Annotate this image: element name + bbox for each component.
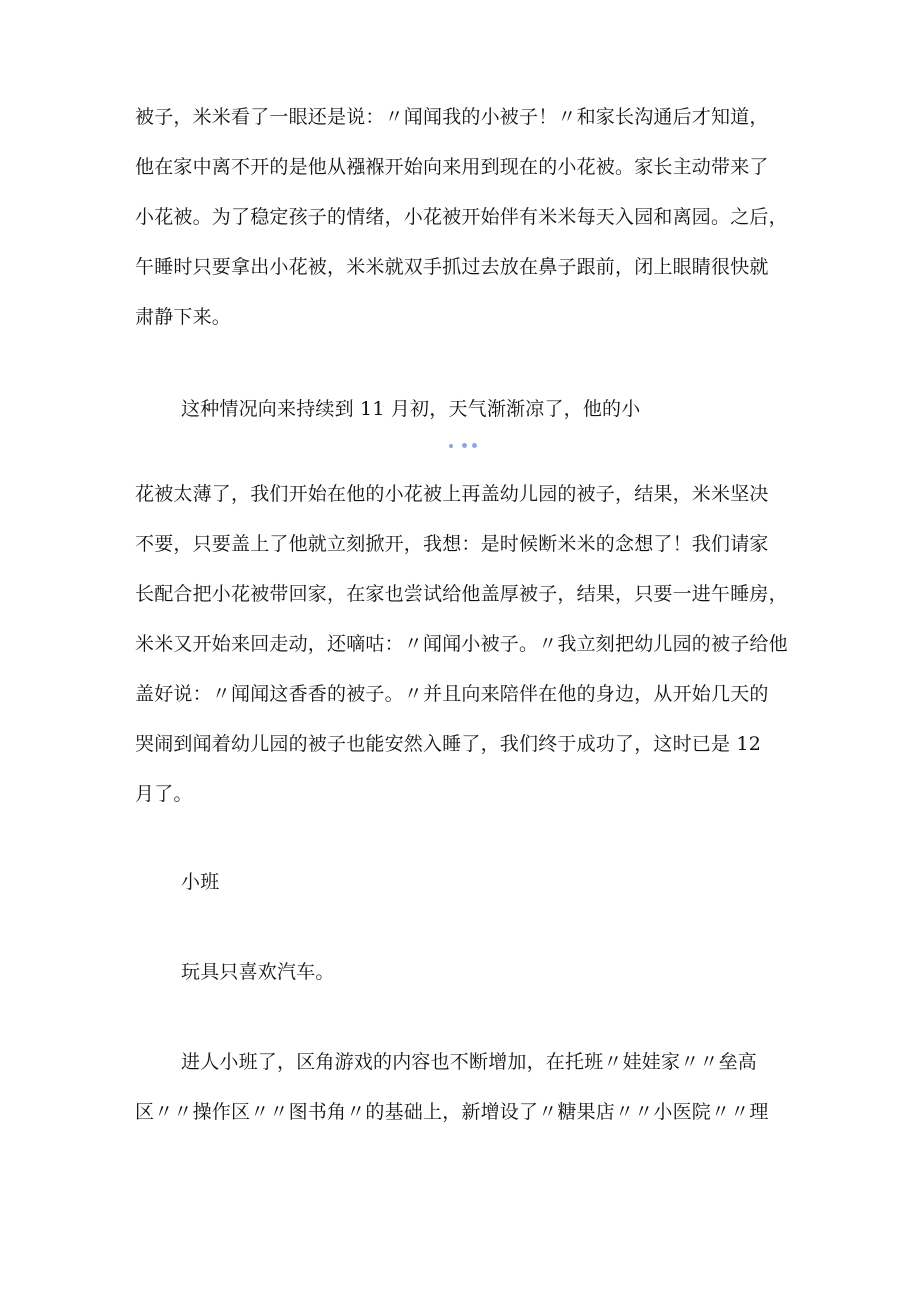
paragraph-1-line-1: 被子，米米看了一眼还是说：〃闻闻我的小被子！〃和家长沟通后才知道， bbox=[135, 106, 769, 128]
paragraph-1-line-5: 肃静下来。 bbox=[135, 306, 232, 328]
paragraph-1-line-4: 午睡时只要拿出小花被，米米就双手抓过去放在鼻子跟前，闭上眼睛很快就 bbox=[135, 256, 769, 278]
paragraph-3-first-line: 进人小班了，区角游戏的内容也不断增加，在托班〃娃娃家〃〃垒高 bbox=[181, 1051, 758, 1073]
paragraph-3-second-line: 区〃〃操作区〃〃图书角〃的基础上，新增设了〃糖果店〃〃小医院〃〃理 bbox=[135, 1101, 769, 1123]
paragraph-1-line-2: 他在家中离不开的是他从襁褓开始向来用到现在的小花被。家长主动带来了 bbox=[135, 156, 769, 178]
dot-icon bbox=[472, 443, 477, 448]
dot-icon bbox=[449, 444, 453, 448]
paragraph-2-line-6: 哭闹到闻着幼儿园的被子也能安然入睡了，我们终于成功了，这时已是 12 bbox=[135, 733, 762, 755]
paragraph-2-line-2: 不要，只要盖上了他就立刻掀开，我想：是时候断米米的念想了！我们请家 bbox=[135, 533, 769, 555]
paragraph-2-line-7: 月了。 bbox=[135, 783, 193, 805]
paragraph-2-line-1: 花被太薄了，我们开始在他的小花被上再盖幼儿园的被子，结果，米米坚决 bbox=[135, 483, 769, 505]
paragraph-2-line-4: 米米又开始来回走动，还嘀咕：〃闻闻小被子。〃我立刻把幼儿园的被子给他 bbox=[135, 633, 788, 655]
paragraph-1-line-3: 小花被。为了稳定孩子的情绪，小花被开始伴有米米每天入园和离园。之后， bbox=[135, 206, 788, 228]
section-heading: 小班 bbox=[181, 871, 220, 893]
paragraph-2-line-5: 盖好说：〃闻闻这香香的被子。〃并且向来陪伴在他的身边，从开始几天的 bbox=[135, 683, 769, 705]
paragraph-2-line-3: 长配合把小花被带回家，在家也尝试给他盖厚被子，结果，只要一进午睡房， bbox=[135, 583, 788, 605]
ellipsis-dots-icon bbox=[446, 441, 486, 451]
paragraph-2-first-line: 这种情况向来持续到 11 月初，天气渐渐凉了，他的小 bbox=[181, 398, 641, 420]
dot-icon bbox=[462, 443, 467, 448]
section-subheading: 玩具只喜欢汽车。 bbox=[181, 961, 335, 983]
